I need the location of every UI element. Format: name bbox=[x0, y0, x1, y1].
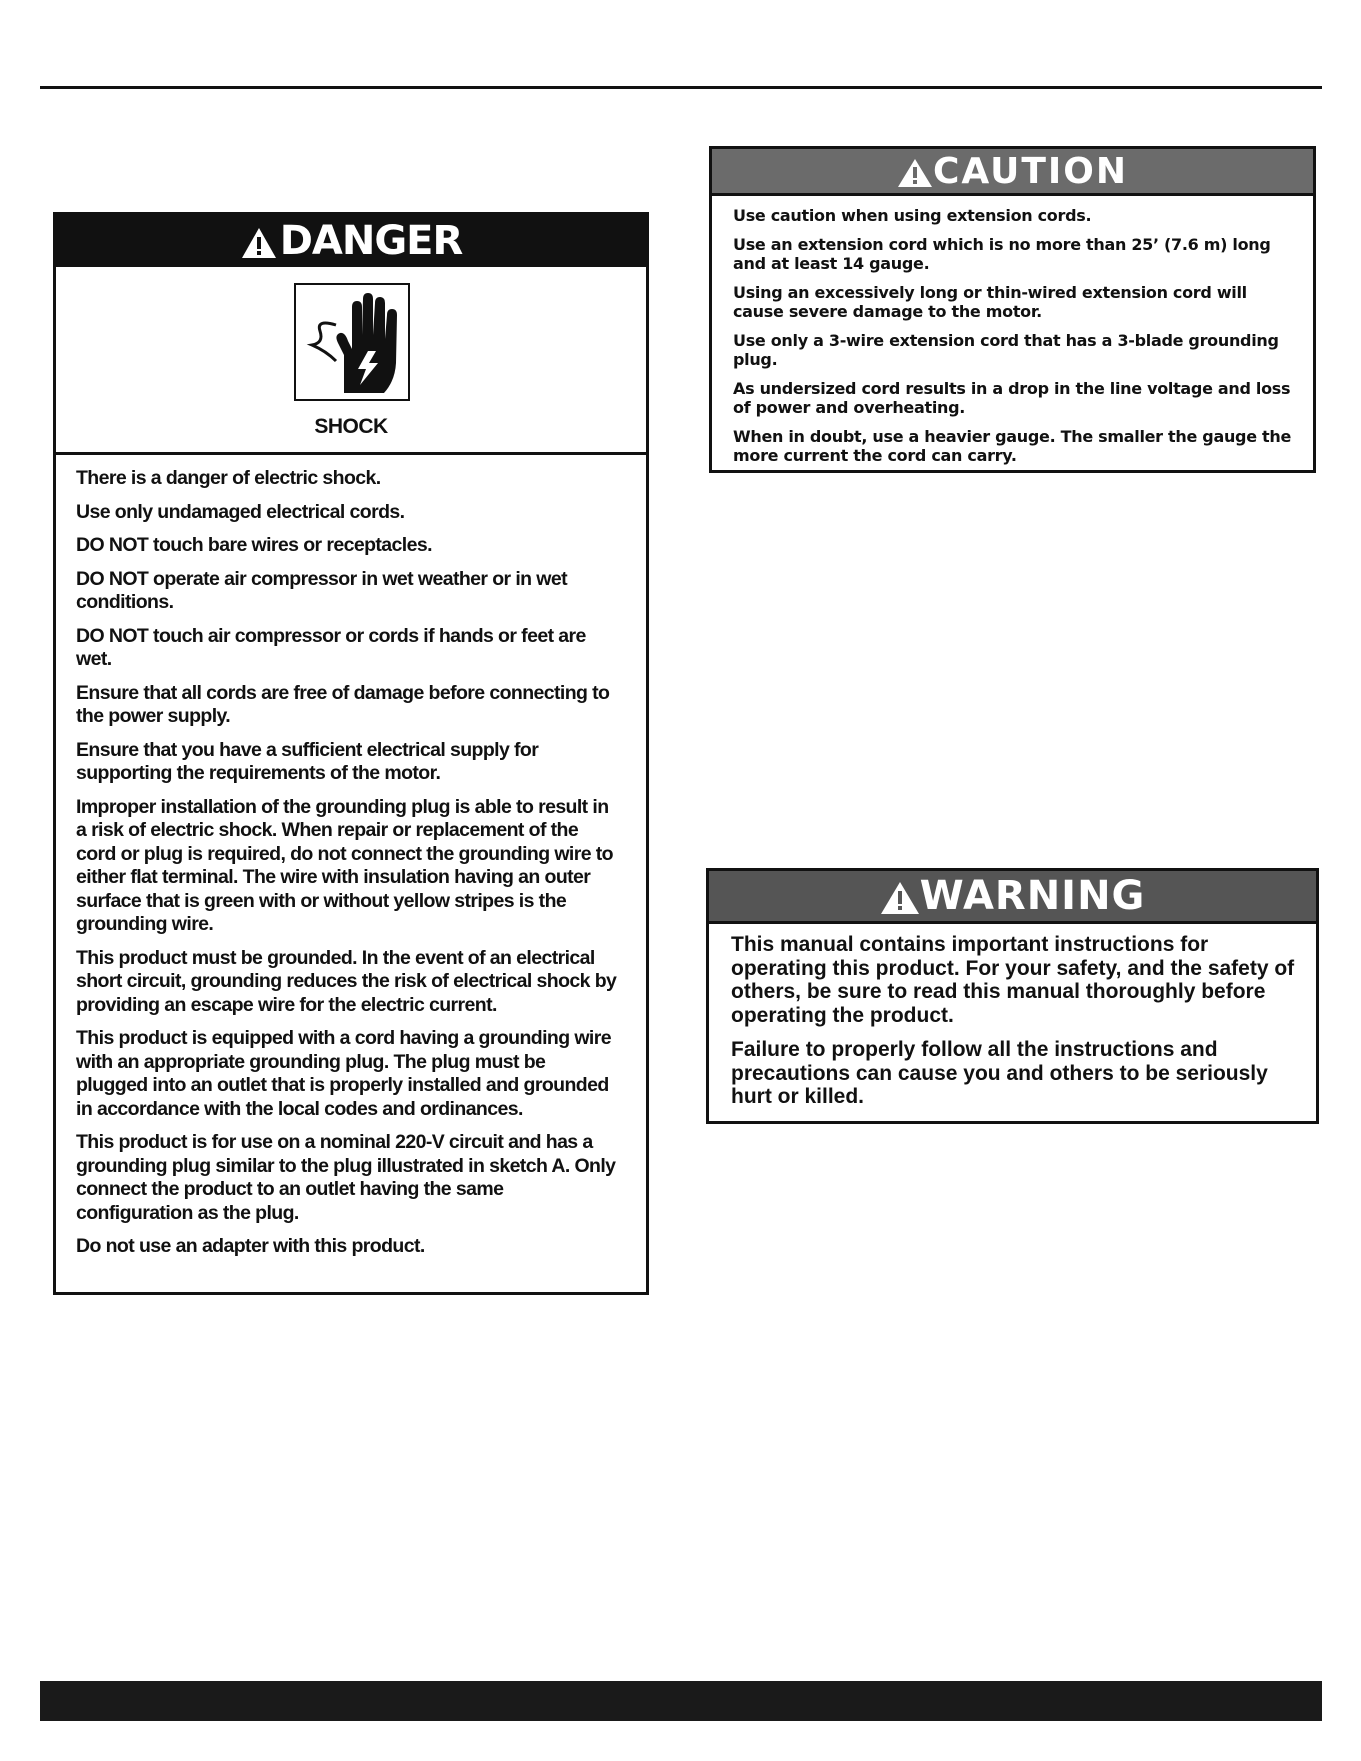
caution-item: Use caution when using extension cords. bbox=[733, 206, 1092, 225]
footer-bar bbox=[40, 1681, 1322, 1721]
caution-item: Use an extension cord which is no more than 25’ (7.6 m) long and at least 14 gauge. bbox=[733, 234, 1271, 273]
danger-item: This product must be grounded. In the event of an electrical short circuit, grounding reduces the risk of electrical shock by providing an escape wire for the electric current. bbox=[76, 946, 617, 1016]
shock-label: SHOCK bbox=[314, 415, 388, 438]
danger-item: DO NOT operate air compressor in wet weather or in wet conditions. bbox=[76, 567, 567, 613]
danger-item: Use only undamaged electrical cords. bbox=[76, 500, 405, 523]
danger-item: This product is for use on a nominal 220-V circuit and has a grounding plug similar to the plug illustrated in sketch A. Only connect the product to an outlet having the same configuration as the plug. bbox=[76, 1131, 616, 1224]
caution-item: Use only a 3-wire extension cord that has a 3-blade grounding plug. bbox=[733, 330, 1279, 369]
alert-triangle-icon bbox=[240, 218, 278, 264]
caution-item: As undersized cord results in a drop in the line voltage and loss of power and overheating. bbox=[733, 378, 1291, 417]
caution-body bbox=[712, 196, 1313, 466]
caution-header bbox=[712, 149, 1313, 196]
alert-triangle-icon bbox=[880, 873, 920, 919]
danger-item: DO NOT touch bare wires or receptacles. bbox=[76, 534, 432, 556]
warning-item: Failure to properly follow all the instructions and precautions can cause you and others to be seriously hurt or killed. bbox=[731, 1038, 1268, 1108]
warning-panel bbox=[706, 868, 1319, 1124]
danger-body bbox=[56, 455, 646, 1259]
danger-item: Ensure that you have a sufficient electrical supply for supporting the requirements of the motor. bbox=[76, 738, 539, 784]
danger-item: This product is equipped with a cord having a grounding wire with an appropriate grounding plug. The plug must be plugged into an outlet that is properly installed and grounded in accordance with the local codes and ordinances. bbox=[76, 1027, 611, 1120]
alert-triangle-icon bbox=[897, 151, 933, 192]
caution-panel bbox=[709, 146, 1316, 473]
danger-item: There is a danger of electric shock. bbox=[76, 467, 381, 489]
danger-item: Improper installation of the grounding plug is able to result in a risk of electric shock. When repair or replacement of the cord or plug is required, do not connect the grounding wire to either flat terminal. The wire with insulation having an outer surface that is green with or without yellow stripes is the grounding wire. bbox=[76, 795, 613, 935]
warning-item: This manual contains important instructions for operating this product. For your safety, and the safety of others, be sure to read this manual thoroughly before operating the product. bbox=[731, 933, 1295, 1027]
caution-item: Using an excessively long or thin-wired extension cord will cause severe damage to the motor. bbox=[733, 282, 1247, 321]
warning-body bbox=[709, 924, 1316, 1109]
top-rule bbox=[40, 86, 1322, 89]
caution-item: When in doubt, use a heavier gauge. The smaller the gauge the more current the cord can carry. bbox=[733, 426, 1292, 465]
warning-heading: WARNING bbox=[919, 873, 1146, 919]
electric-shock-hand-icon bbox=[294, 283, 410, 401]
danger-icon-area bbox=[56, 267, 646, 455]
danger-item: Ensure that all cords are free of damage before connecting to the power supply. bbox=[76, 681, 610, 727]
warning-header bbox=[709, 871, 1316, 924]
caution-heading: CAUTION bbox=[932, 150, 1129, 192]
danger-item: Do not use an adapter with this product. bbox=[76, 1235, 425, 1257]
danger-panel bbox=[53, 212, 649, 1295]
danger-item: DO NOT touch air compressor or cords if hands or feet are wet. bbox=[76, 624, 586, 670]
danger-header bbox=[56, 215, 646, 267]
danger-heading: DANGER bbox=[279, 218, 463, 264]
